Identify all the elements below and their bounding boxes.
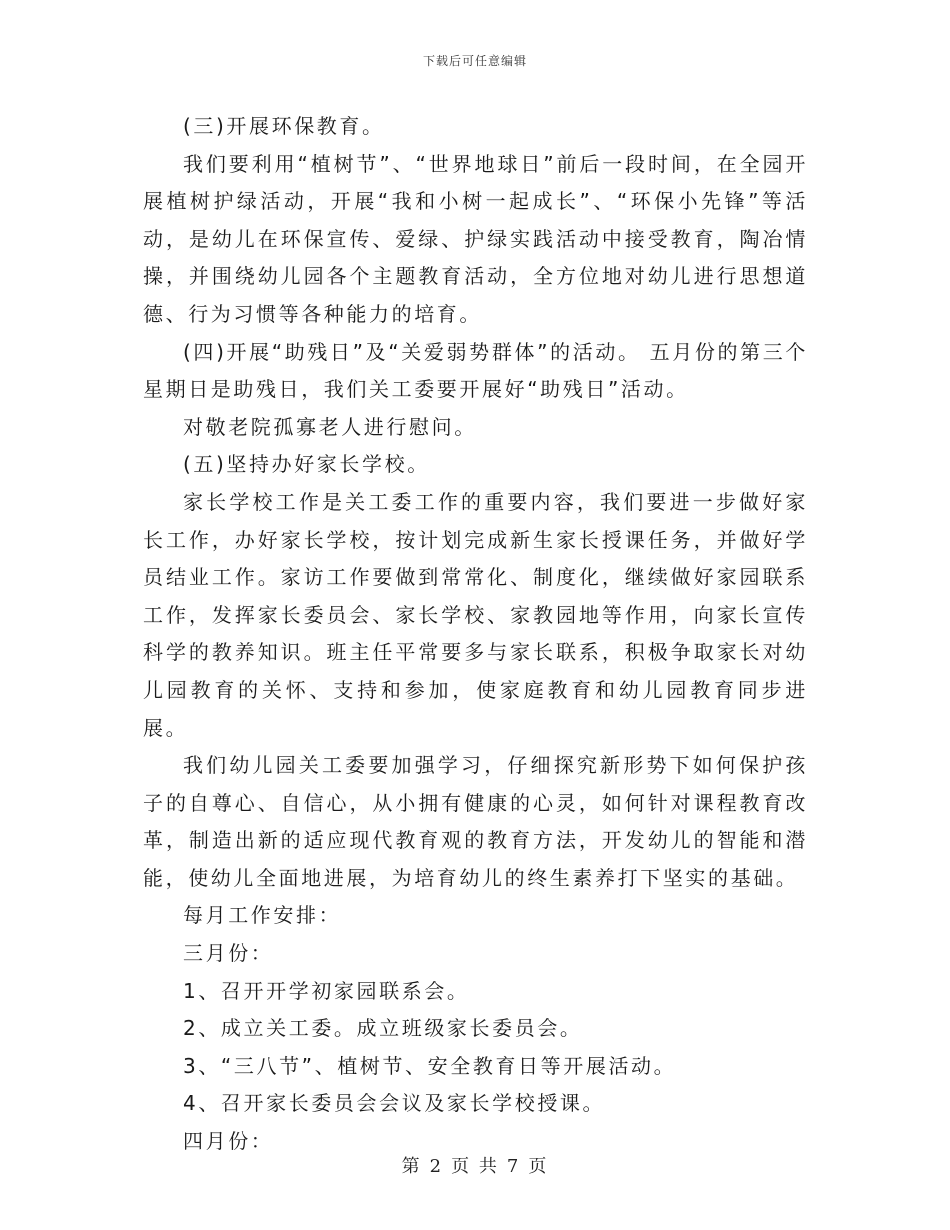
paragraph-april-heading: 四月份： (183, 1129, 274, 1154)
footer-middle: 页 共 (451, 1156, 499, 1177)
footer-total-pages: 7 (506, 1156, 521, 1177)
footer-prefix: 第 (401, 1156, 422, 1177)
document-body (143, 108, 808, 1161)
list-item-march-2: 2、成立关工委。成立班级家长委员会。 (183, 1016, 583, 1041)
list-item-march-3: 3、“三八节”、植树节、安全教育日等开展活动。 (183, 1053, 677, 1078)
paragraph-parent-school: 家长学校工作是关工委工作的重要内容，我们要进一步做好家长工作，办好家长学校，按计划完成新生家长授课任务，并做好学员结业工作。家访工作要做到常常化、制度化，继续做好家园联系工作，发挥家长委员会、家长学校、家教园地等作用，向家长宣传科学的教养知识。班主任平常要多与家长联系，积极争取家长对幼儿园教育的关怀、支持和参加，使家庭教育和幼儿园教育同步进展。 (143, 489, 808, 740)
list-item-march-1: 1、召开开学初家园联系会。 (183, 978, 470, 1003)
footer-current-page: 2 (429, 1156, 444, 1177)
paragraph-monthly-plan-heading: 每月工作安排： (183, 903, 342, 928)
paragraph-elderly-visit: 对敬老院孤寡老人进行慰问。 (183, 414, 477, 439)
paragraph-study-goals: 我们幼儿园关工委要加强学习，仔细探究新形势下如何保护孩子的自尊心、自信心，从小拥有健康的心灵，如何针对课程教育改革，制造出新的适应现代教育观的教育方法，开发幼儿的智能和潜能，使幼儿全面地进展，为培育幼儿的终生素养打下坚实的基础。 (143, 753, 808, 890)
paragraph-march-heading: 三月份： (183, 941, 274, 966)
footer-suffix: 页 (528, 1156, 549, 1177)
page-footer (0, 1152, 950, 1178)
paragraph-section-4-heading: (四)开展“助残日”及“关爱弱势群体”的活动。 五月份的第三个星期日是助残日，我们关工委要开展好“助残日”活动。 (143, 339, 808, 402)
paragraph-section-5-heading: (五)坚持办好家长学校。 (183, 452, 430, 477)
paragraph-environment-education: 我们要利用“植树节”、“世界地球日”前后一段时间，在全园开展植树护绿活动，开展“我和小树一起成长”、“环保小先锋”等活动，是幼儿在环保宣传、爱绿、护绿实践活动中接受教育，陶冶情操，并围绕幼儿园各个主题教育活动，全方位地对幼儿进行思想道德、行为习惯等各种能力的培育。 (143, 151, 808, 326)
list-item-march-4: 4、召开家长委员会会议及家长学校授课。 (183, 1091, 606, 1116)
header-note: 下载后可任意编辑 (422, 54, 527, 68)
paragraph-section-3-heading: (三)开展环保教育。 (183, 114, 385, 138)
